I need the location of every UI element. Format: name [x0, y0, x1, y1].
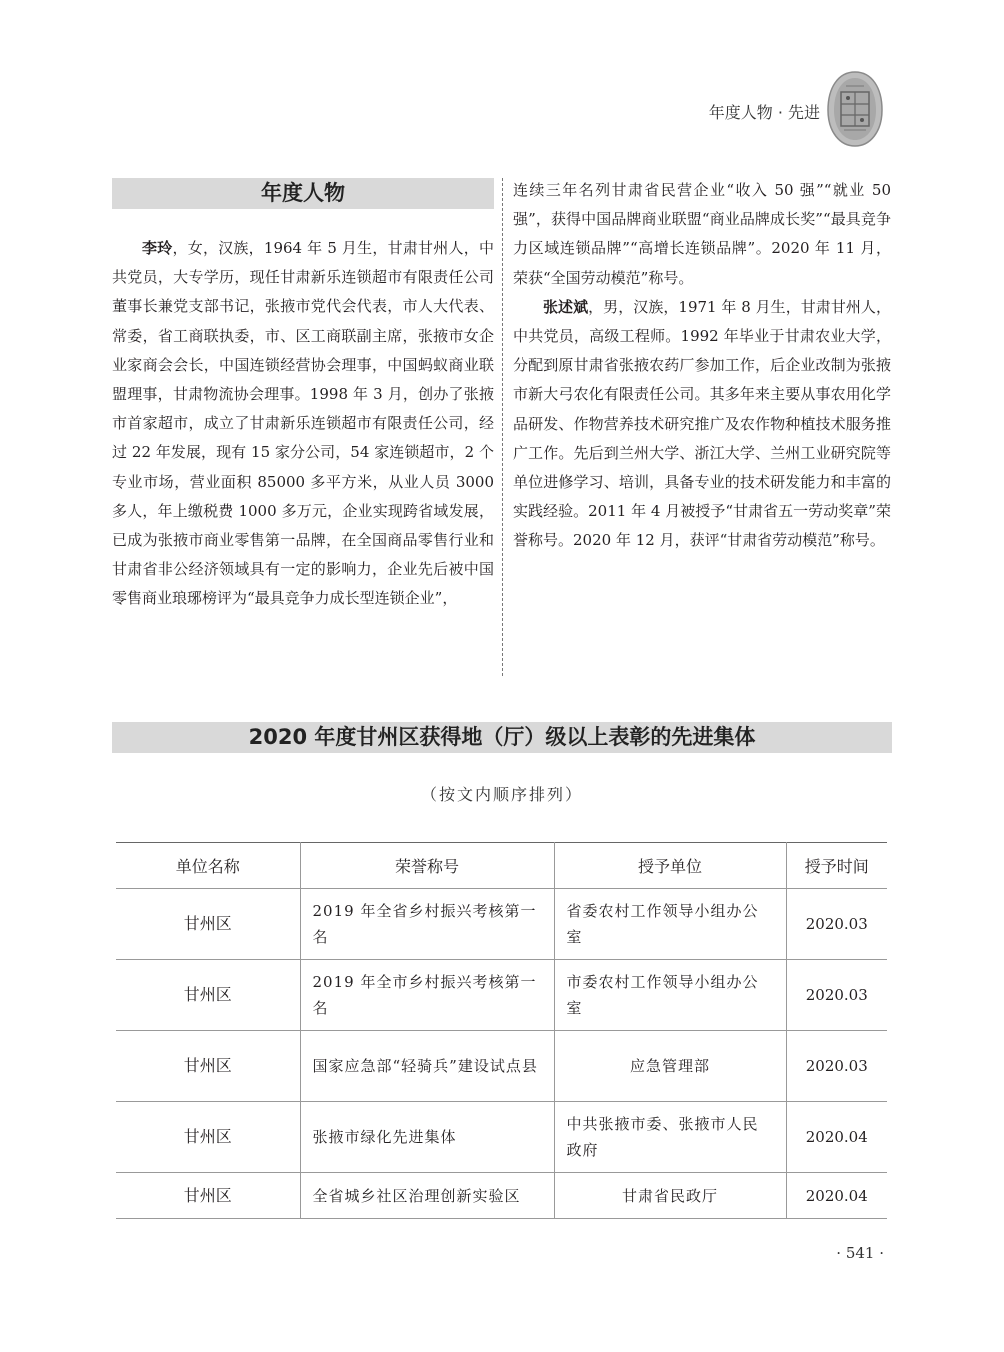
cell-unit: 甘州区 [116, 889, 300, 960]
cell-date: 2020.03 [786, 1031, 887, 1102]
table-row [116, 1031, 887, 1102]
table-row [116, 1173, 887, 1219]
section-title-advanced-collectives: 2020 年度甘州区获得地（厅）级以上表彰的先进集体 [112, 722, 892, 753]
column-header-honor: 荣誉称号 [300, 843, 554, 889]
profile-text: ，女，汉族，1964 年 5 月生，甘肃甘州人，中共党员，大专学历，现任甘肃新乐连锁超市有限责任公司董事长兼党支部书记，张掖市党代会代表，市人大代表、常委，省工商联执委，市、区工商联副主席，张掖市女企业家商会会长，中国连锁经营协会理事，中国蚂蚁商业联盟理事，甘肃物流协会理事。1998 年 3 月，创办了张掖市首家超市，成立了甘肃新乐连锁超市有限责任公司，经过 22 年发展，现有 15 家分公司，54 家连锁超市，2 个专业市场，营业面积 85000 多平方米，从业人员 3000 多人，年上缴税费 1000 多万元，企业实现跨省域发展，已成为张掖市商业零售第一品牌，在全国商品零售行业和甘肃省非公经济领域具有一定的影响力，企业先后被中国零售商业琅琊榜评为“最具竞争力成长型连锁企业”， [112, 239, 494, 608]
cell-honor: 张掖市绿化先进集体 [300, 1102, 554, 1173]
table-row [116, 889, 887, 960]
person-name: 张述斌 [543, 297, 589, 316]
cell-honor: 2019 年全市乡村振兴考核第一名 [300, 960, 554, 1031]
cell-grantor: 应急管理部 [554, 1031, 786, 1102]
profile-continuation: 连续三年名列甘肃省民营企业“收入 50 强”“就业 50 强”，获得中国品牌商业联盟“商业品牌成长奖”“最具竞争力区域连锁品牌”“高增长连锁品牌”。2020 年 11 月，荣获“全国劳动模范”称号。 [513, 181, 891, 287]
decorative-seal-emblem [826, 70, 884, 148]
left-text-column [112, 234, 494, 614]
cell-grantor: 市委农村工作领导小组办公室 [554, 960, 786, 1031]
cell-grantor: 甘肃省民政厅 [554, 1173, 786, 1219]
profile-paragraph-li-ling [112, 234, 494, 614]
table-row [116, 960, 887, 1031]
cell-date: 2020.03 [786, 889, 887, 960]
profile-text: ，男，汉族，1971 年 8 月生，甘肃甘州人，中共党员，高级工程师。1992 年毕业于甘肃农业大学，分配到原甘肃省张掖农药厂参加工作，后企业改制为张掖市新大弓农化有限责任公司。其多年来主要从事农用化学品研发、作物营养技术研究推广及农作物种植技术服务推广工作。先后到兰州大学、浙江大学、兰州工业研究院等单位进修学习、培训，具备专业的技术研发能力和丰富的实践经验。2011 年 4 月被授予“甘肃省五一劳动奖章”荣誉称号。2020 年 12 月，获评“甘肃省劳动模范”称号。 [513, 297, 891, 550]
right-text-column [513, 176, 891, 556]
section-subtitle: （按文内顺序排列） [420, 785, 583, 804]
column-header-grantor: 授予单位 [554, 843, 786, 889]
cell-grantor: 省委农村工作领导小组办公室 [554, 889, 786, 960]
column-divider [502, 178, 503, 676]
cell-unit: 甘州区 [116, 1173, 300, 1219]
column-header-date: 授予时间 [786, 843, 887, 889]
cell-honor: 全省城乡社区治理创新实验区 [300, 1173, 554, 1219]
cell-unit: 甘州区 [116, 960, 300, 1031]
cell-unit: 甘州区 [116, 1031, 300, 1102]
table-row [116, 1102, 887, 1173]
cell-date: 2020.03 [786, 960, 887, 1031]
profile-paragraph-zhang-shubin [513, 293, 891, 556]
table-header-row [116, 843, 887, 889]
cell-date: 2020.04 [786, 1102, 887, 1173]
running-header: 年度人物 · 先进 [708, 103, 820, 122]
page-number: · 541 · [836, 1244, 884, 1262]
cell-honor: 2019 年全省乡村振兴考核第一名 [300, 889, 554, 960]
cell-grantor: 中共张掖市委、张掖市人民政府 [554, 1102, 786, 1173]
honors-table [116, 842, 887, 1219]
cell-date: 2020.04 [786, 1173, 887, 1219]
person-name: 李玲 [142, 239, 173, 257]
column-header-unit: 单位名称 [116, 843, 300, 889]
cell-honor: 国家应急部“轻骑兵”建设试点县 [300, 1031, 554, 1102]
cell-unit: 甘州区 [116, 1102, 300, 1173]
section-title-annual-figures: 年度人物 [112, 178, 494, 209]
